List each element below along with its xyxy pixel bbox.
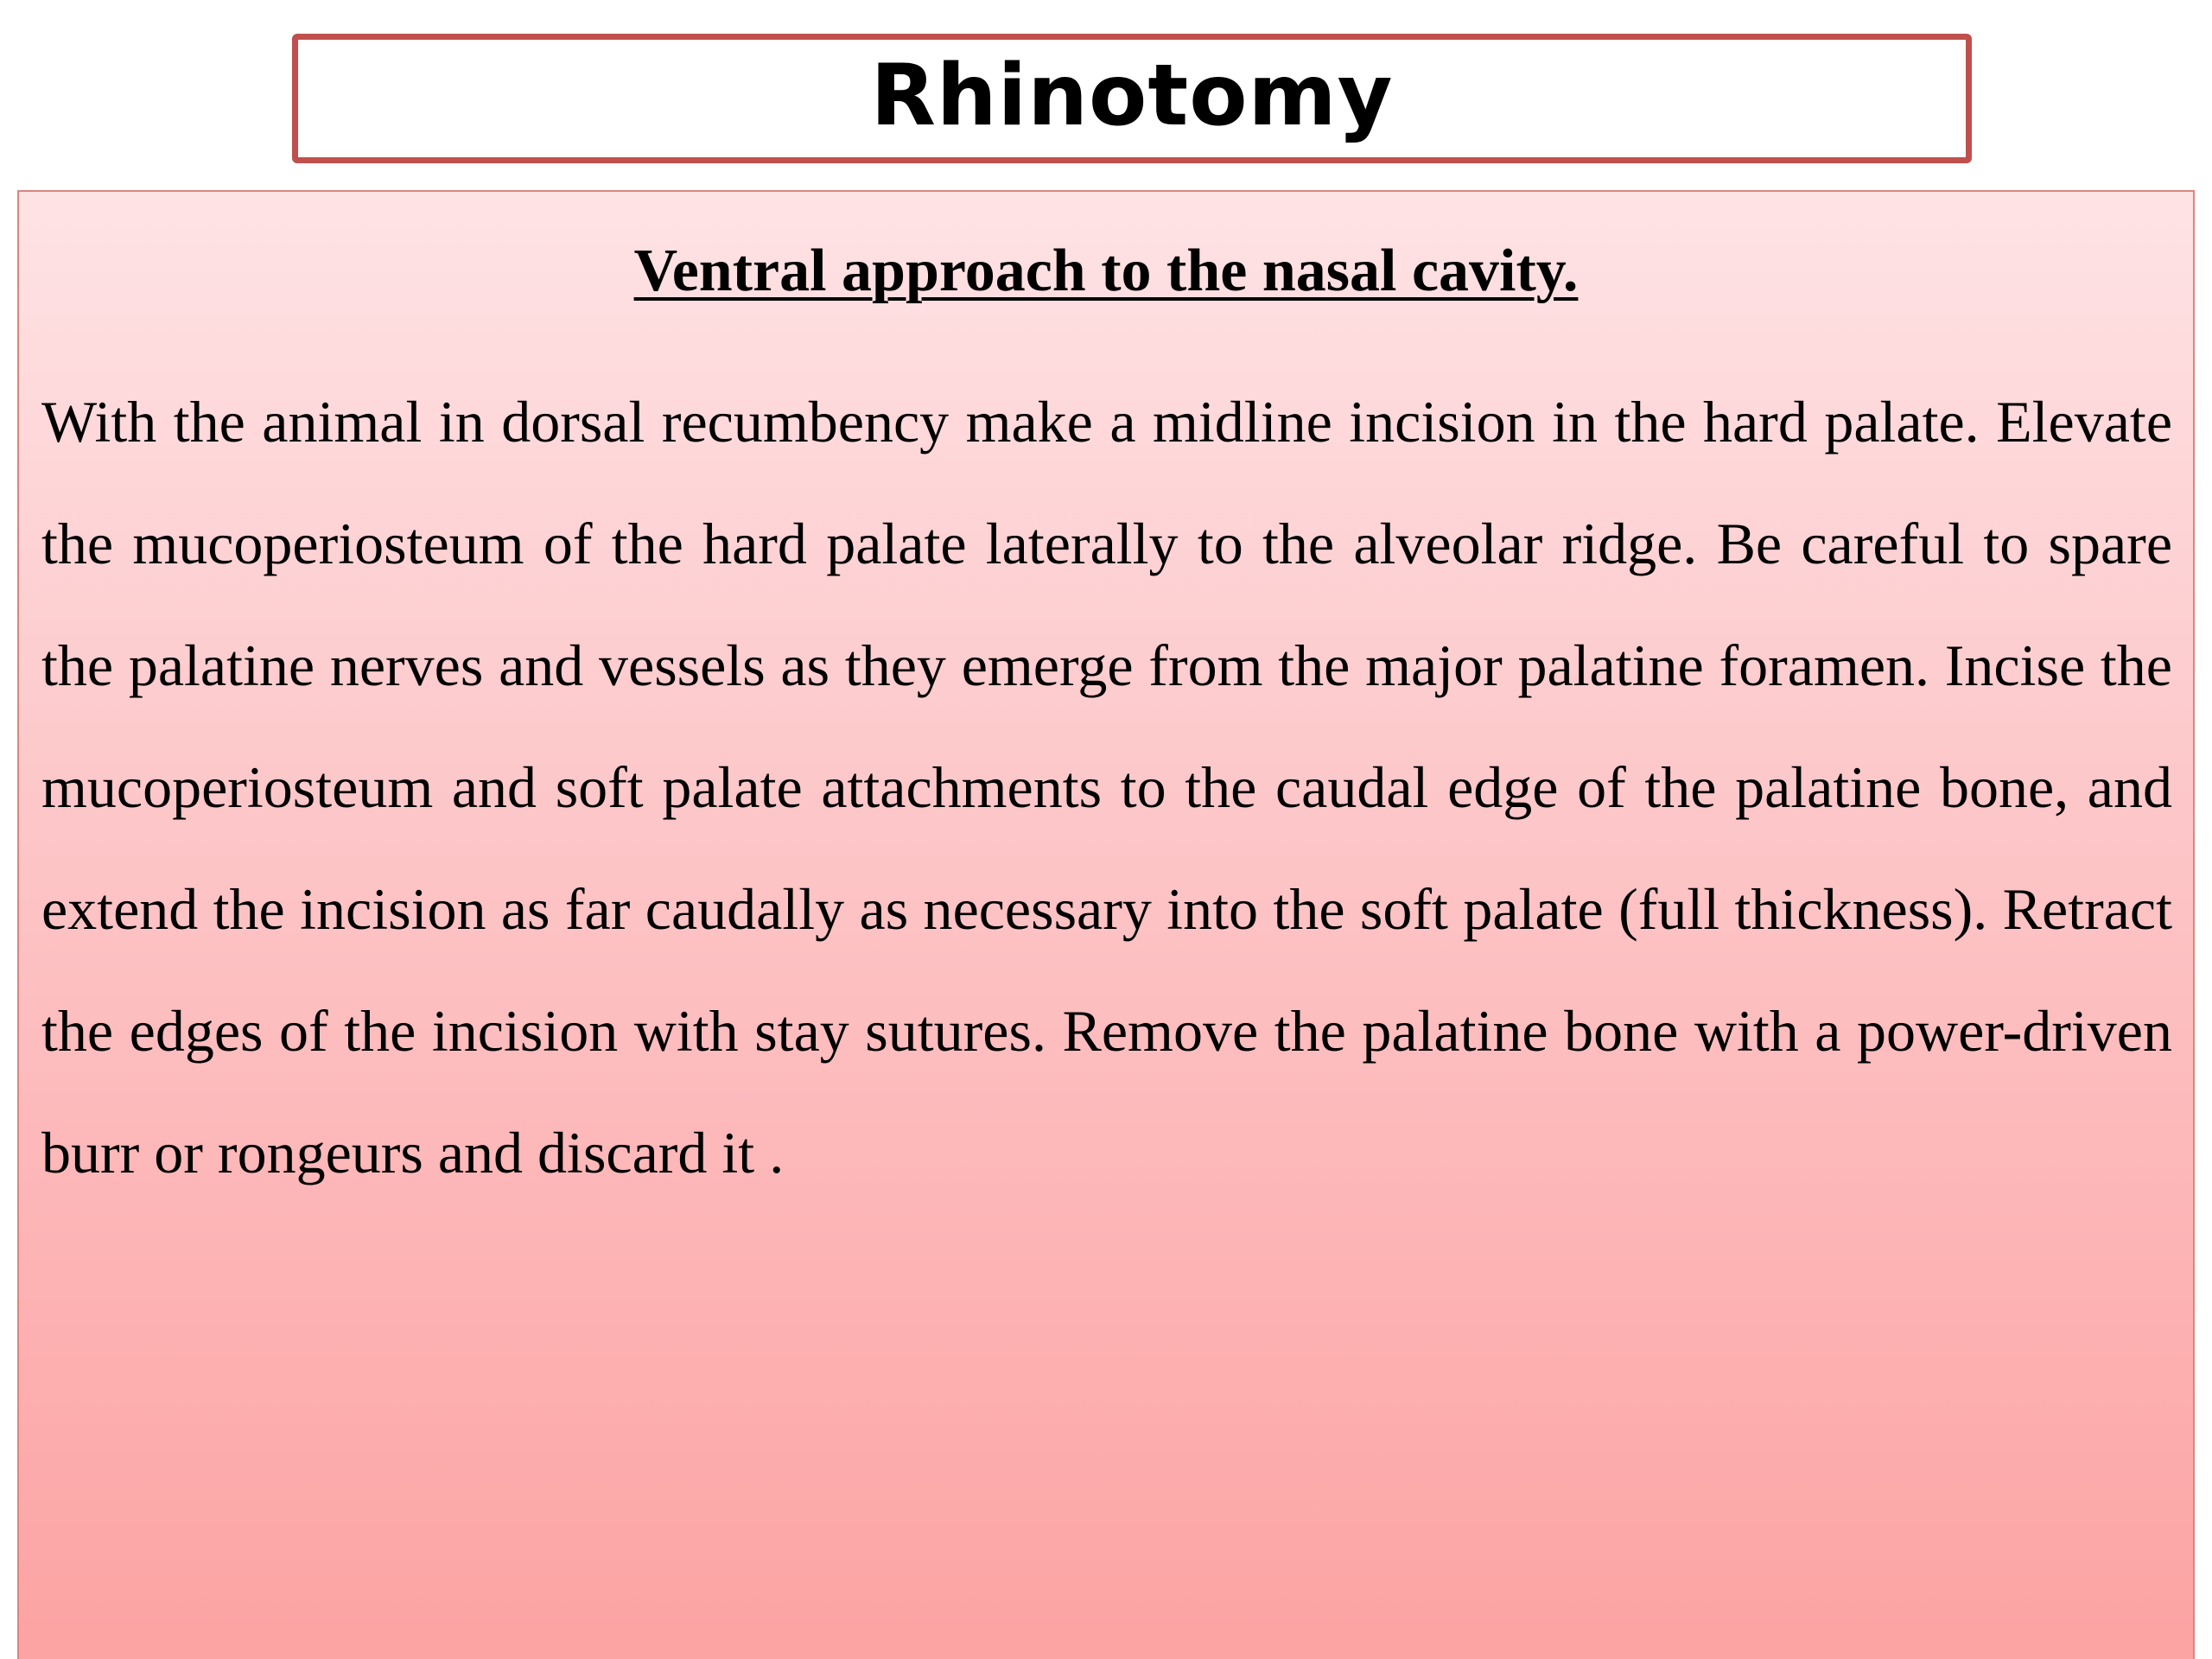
body-paragraph: With the animal in dorsal recumbency make a midline incision in the hard palate. Elevate the mucoperiosteum of the hard palate laterally to the alveolar ridge. Be careful to spare the palatine nerves and vessels as they emerge from the major palatine foramen. Incise the mucoperiosteum and soft palate attachments to the caudal edge of the palatine bone, and extend the incision as far caudally as necessary into the soft palate (full thickness). Retract the edges of the incision with stay sutures. Remove the palatine bone with a power-driven burr or rongeurs and discard it . xyxy=(41,389,2172,1185)
section-heading: Ventral approach to the nasal cavity. xyxy=(633,238,1579,304)
content-box xyxy=(17,190,2195,1659)
title-box xyxy=(292,34,1972,163)
slide-title: Rhinotomy xyxy=(870,47,1394,145)
